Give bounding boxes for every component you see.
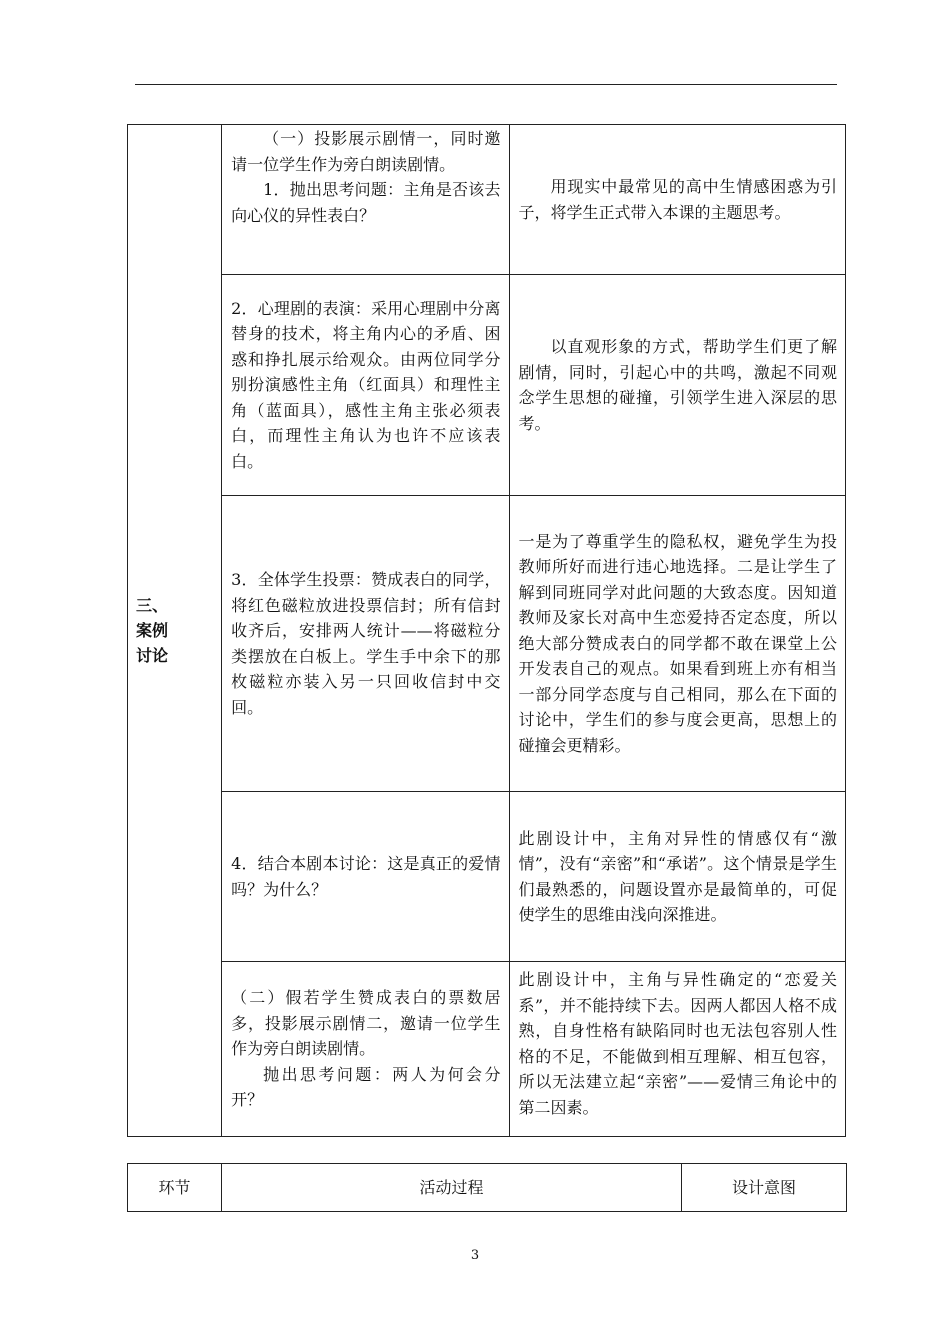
activity-cell <box>222 275 509 496</box>
section-label-line: 讨论 <box>136 646 169 665</box>
intent-cell <box>509 275 845 496</box>
intent-cell <box>509 496 845 792</box>
activity-cell <box>222 962 509 1137</box>
header-cell-activity: 活动过程 <box>222 1164 682 1212</box>
intent-paragraph: 一是为了尊重学生的隐私权，避免学生为投教师所好而进行违心地选择。二是让学生了解到同班同学对此问题的大致态度。因知道教师及家长对高中生恋爱持否定态度，所以绝大部分赞成表白的同学都不敢在课堂上公开发表自己的观点。如果看到班上亦有相当一部分同学态度与自己相同，那么在下面的讨论中，学生们的参与度会更高，思想上的碰撞会更精彩。 <box>518 531 837 755</box>
table-row <box>128 962 846 1137</box>
table-row <box>128 792 846 962</box>
intent-paragraph: 以直观形象的方式，帮助学生们更了解剧情，同时，引起心中的共鸣，激起不同观念学生思想的碰撞，引领学生进入深层的思考。 <box>518 337 837 433</box>
table-row <box>128 1164 847 1212</box>
activity-paragraph: 1．抛出思考问题：主角是否该去向心仪的异性表白？ <box>231 180 501 225</box>
intent-cell <box>509 962 845 1137</box>
table-row <box>128 275 846 496</box>
activity-paragraph: 3．全体学生投票：赞成表白的同学，将红色磁粒放进投票信封；所有信封收齐后，安排两人统计——将磁粒分类摆放在白板上。学生手中余下的那枚磁粒亦装入另一只回收信封中交回。 <box>231 570 501 717</box>
activity-cell <box>222 792 509 962</box>
activity-paragraph: 抛出思考问题：两人为何会分开？ <box>231 1064 501 1110</box>
section-label-line: 案例 <box>136 621 169 640</box>
table-row <box>128 496 846 792</box>
header-rule <box>135 84 837 85</box>
header-cell-intent: 设计意图 <box>682 1164 847 1212</box>
header-cell-section: 环节 <box>128 1164 222 1212</box>
activity-cell <box>222 496 509 792</box>
activity-cell <box>222 125 509 275</box>
activity-paragraph: （二）假若学生赞成表白的票数居多，投影展示剧情二，邀请一位学生作为旁白朗读剧情。 <box>231 988 501 1059</box>
intent-cell <box>509 792 845 962</box>
table-row <box>128 125 846 275</box>
activity-table <box>127 124 846 1137</box>
intent-paragraph: 用现实中最常见的高中生情感困惑为引子，将学生正式带入本课的主题思考。 <box>518 177 837 222</box>
page-number: 3 <box>470 1248 480 1263</box>
section-label-line: 三、 <box>136 596 169 615</box>
section-label <box>128 125 222 1137</box>
intent-paragraph: 此剧设计中，主角对异性的情感仅有“激情”，没有“亲密”和“承诺”。这个情景是学生们最熟悉的，问题设置亦是最简单的，可促使学生的思维由浅向深推进。 <box>518 828 837 924</box>
activity-paragraph: 4．结合本剧本讨论：这是真正的爱情吗？为什么？ <box>231 854 501 899</box>
column-header-table <box>127 1163 847 1212</box>
activity-paragraph: （一）投影展示剧情一，同时邀请一位学生作为旁白朗读剧情。 <box>231 129 501 174</box>
intent-paragraph: 此剧设计中，主角与异性确定的“恋爱关系”，并不能持续下去。因两人都因人格不成熟，自身性格有缺陷同时也无法包容别人性格的不足，不能做到相互理解、相互包容，所以无法建立起“亲密”——爱情三角论中的第二因素。 <box>518 970 837 1117</box>
activity-paragraph: 2．心理剧的表演：采用心理剧中分离替身的技术，将主角内心的矛盾、困惑和挣扎展示给观众。由两位同学分别扮演感性主角（红面具）和理性主角（蓝面具），感性主角主张必须表白，而理性主角认为也许不应该表白。 <box>231 298 501 471</box>
intent-cell <box>509 125 845 275</box>
